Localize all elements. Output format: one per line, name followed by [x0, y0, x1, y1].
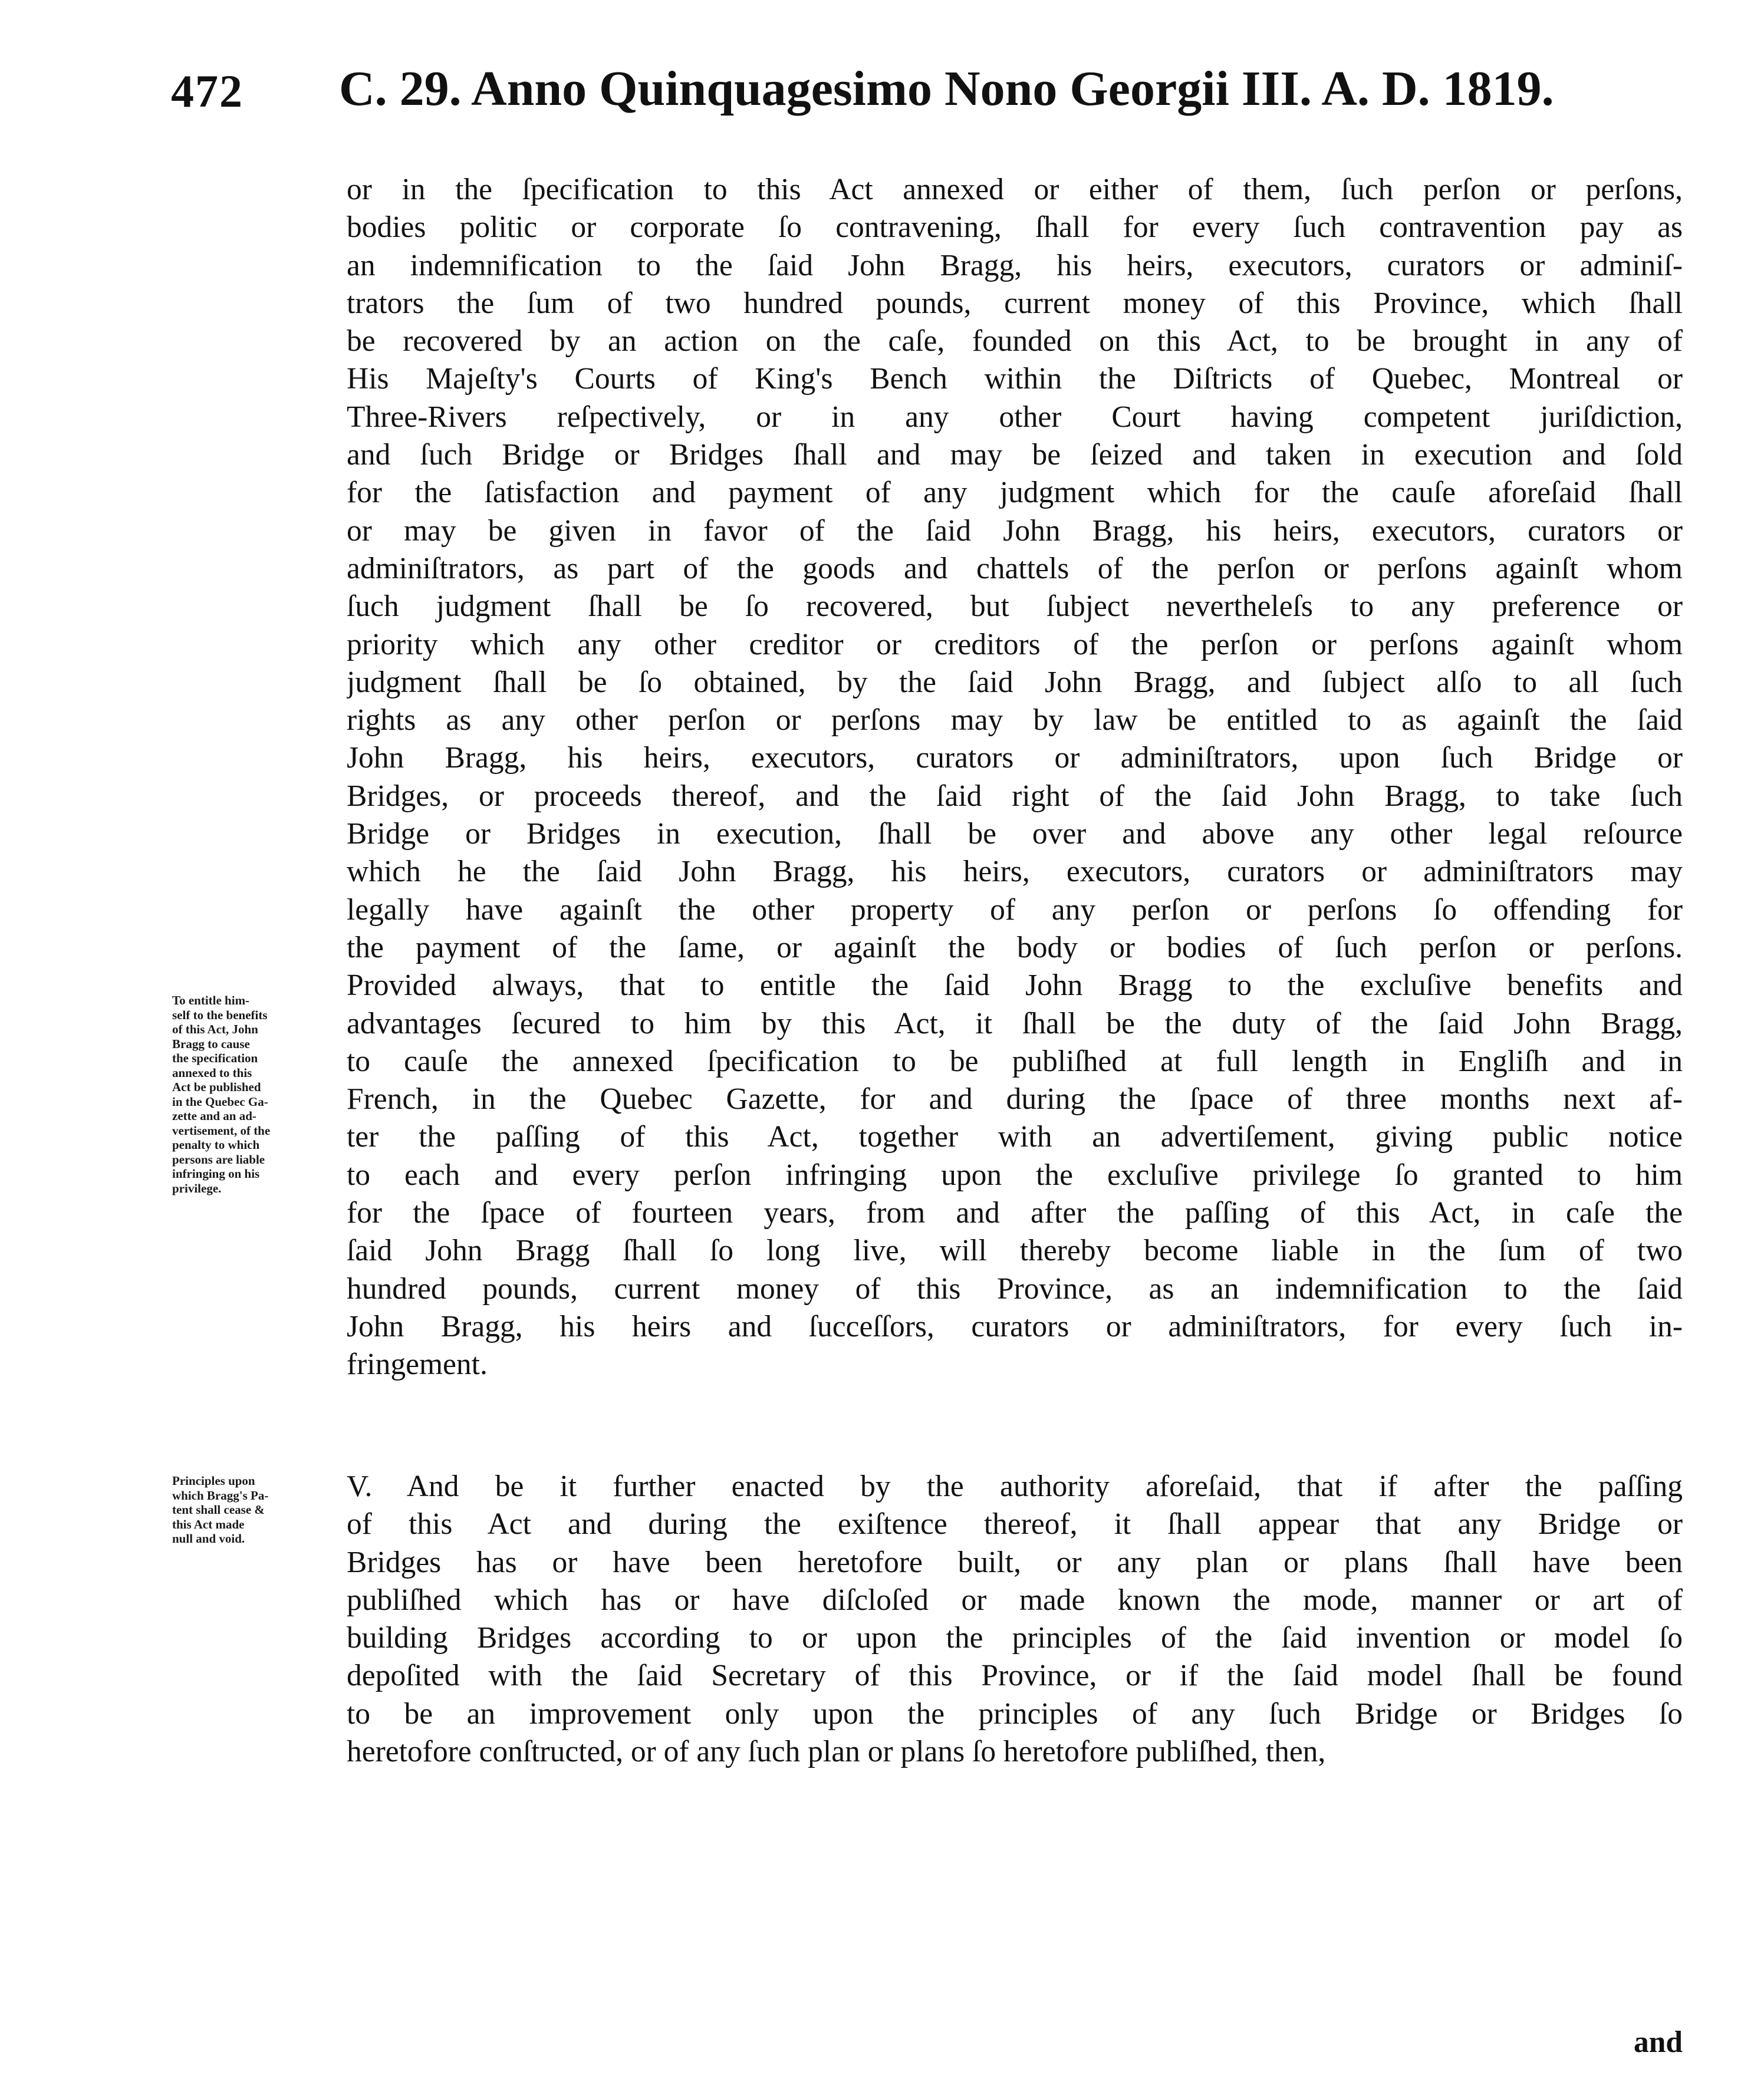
margin-note-line: which Bragg's Pa- — [172, 1488, 269, 1503]
text-line: trators the ſum of two hundred pounds, current money of this Province, which ſhall — [347, 286, 1683, 320]
margin-note-line: in the Quebec Ga- — [172, 1094, 268, 1109]
text-line: depoſited with the ſaid Secretary of this Province, or if the ſaid model ſhall be found — [347, 1659, 1683, 1693]
text-line: or in the ſpecification to this Act annexed or either of them, ſuch perſon or perſons, — [347, 173, 1683, 206]
margin-note-line: To entitle him- — [172, 993, 250, 1007]
text-line: and ſuch Bridge or Bridges ſhall and may be ſeized and taken in execution and ſold — [347, 438, 1683, 472]
margin-note-line: zette and an ad- — [172, 1109, 256, 1123]
text-line: judgment ſhall be ſo obtained, by the ſaid John Bragg, and ſubject alſo to all ſuch — [347, 665, 1683, 699]
text-line: French, in the Quebec Gazette, for and during the ſpace of three months next af- — [347, 1082, 1683, 1116]
margin-note-line: penalty to which — [172, 1138, 260, 1152]
text-line: John Bragg, his heirs, executors, curators or adminiſtrators, upon ſuch Bridge or — [347, 741, 1683, 775]
catchword: and — [1633, 2025, 1683, 2059]
text-line: ſuch judgment ſhall be ſo recovered, but ſubject nevertheleſs to any preference or — [347, 589, 1683, 624]
margin-note-line: vertisement, of the — [172, 1123, 271, 1138]
text-line: heretofore conſtructed, or of any ſuch plan or plans ſo heretofore publiſhed, then, — [347, 1735, 1326, 1769]
margin-note-publication — [172, 993, 338, 1195]
margin-note-line: of this Act, John — [172, 1022, 258, 1036]
margin-note-line: null and void. — [172, 1531, 245, 1546]
text-line: priority which any other creditor or creditors of the perſon or perſons againſt whom — [347, 627, 1683, 661]
text-line: for the ſatisfaction and payment of any judgment which for the cauſe aforeſaid ſhall — [347, 476, 1683, 510]
text-line: Three-Rivers reſpectively, or in any other Court having competent juriſdiction, — [347, 400, 1683, 434]
text-line: ter the paſſing of this Act, together with an advertiſement, giving public notice — [347, 1120, 1683, 1154]
page-number: 472 — [171, 65, 243, 117]
text-line: of this Act and during the exiſtence thereof, it ſhall appear that any Bridge or — [347, 1507, 1683, 1541]
text-line: adminiſtrators, as part of the goods and chattels of the perſon or perſons againſt whom — [347, 551, 1683, 585]
body-text-section-v — [347, 1468, 1683, 1771]
text-line: an indemnification to the ſaid John Bragg, his heirs, executors, curators or adminiſ- — [347, 248, 1683, 282]
text-line: bodies politic or corporate ſo contravening, ſhall for every ſuch contravention pay as — [347, 210, 1683, 245]
margin-note-line: infringing on his — [172, 1167, 260, 1181]
margin-note-line: Principles upon — [172, 1474, 255, 1488]
text-line: or may be given in favor of the ſaid John Bragg, his heirs, executors, curators or — [347, 513, 1683, 548]
text-line: Bridges has or have been heretofore built, or any plan or plans ſhall have been — [347, 1545, 1683, 1579]
text-line: Bridges, or proceeds thereof, and the ſaid right of the ſaid John Bragg, to take ſuch — [347, 779, 1683, 813]
text-line: hundred pounds, current money of this Province, as an indemnification to the ſaid — [347, 1272, 1683, 1306]
margin-note-line: the specification — [172, 1051, 258, 1065]
margin-note-line: privilege. — [172, 1181, 222, 1195]
margin-note-line: Bragg to cause — [172, 1036, 250, 1051]
text-line: rights as any other perſon or perſons may by law be entitled to as againſt the ſaid — [347, 703, 1683, 737]
text-line: to be an improvement only upon the principles of any ſuch Bridge or Bridges ſo — [347, 1697, 1683, 1731]
margin-note-principles — [172, 1474, 338, 1546]
text-line: which he the ſaid John Bragg, his heirs, executors, curators or adminiſtrators may — [347, 855, 1683, 889]
text-line: be recovered by an action on the caſe, founded on this Act, to be brought in any of — [347, 324, 1683, 358]
text-line: advantages ſecured to him by this Act, it ſhall be the duty of the ſaid John Bragg, — [347, 1006, 1683, 1040]
running-title: C. 29. Anno Quinquagesimo Nono Georgii III. A. D. 1819. — [339, 61, 1554, 116]
text-line: building Bridges according to or upon the principles of the ſaid invention or model ſo — [347, 1621, 1683, 1655]
margin-note-line: this Act made — [172, 1517, 245, 1531]
text-line: Provided always, that to entitle the ſaid John Bragg to the excluſive benefits and — [347, 969, 1683, 1003]
margin-note-line: Act be published — [172, 1080, 261, 1094]
body-text-block-1 — [347, 171, 1683, 1384]
text-line: the payment of the ſame, or againſt the body or bodies of ſuch perſon or perſons. — [347, 930, 1683, 964]
text-line: to each and every perſon infringing upon the excluſive privilege ſo granted to him — [347, 1158, 1683, 1192]
margin-note-line: tent shall cease & — [172, 1503, 265, 1517]
text-line: legally have againſt the other property of any perſon or perſons ſo offending for — [347, 892, 1683, 927]
margin-note-line: annexed to this — [172, 1065, 252, 1080]
text-line: fringement. — [347, 1348, 488, 1382]
text-line: His Majeſty's Courts of King's Bench within the Diſtricts of Quebec, Montreal or — [347, 362, 1683, 396]
margin-note-line: persons are liable — [172, 1152, 265, 1167]
text-line: John Bragg, his heirs and ſucceſſors, curators or adminiſtrators, for every ſuch in- — [347, 1309, 1683, 1343]
text-line: ſaid John Bragg ſhall ſo long live, will thereby become liable in the ſum of two — [347, 1234, 1683, 1268]
text-line: to cauſe the annexed ſpecification to be publiſhed at full length in Engliſh and in — [347, 1044, 1683, 1078]
margin-note-line: self to the benefits — [172, 1007, 268, 1022]
text-line: Bridge or Bridges in execution, ſhall be over and above any other legal reſource — [347, 817, 1683, 851]
text-line: publiſhed which has or have diſcloſed or made known the mode, manner or art of — [347, 1583, 1683, 1617]
text-line: V. And be it further enacted by the authority aforeſaid, that if after the paſſing — [347, 1470, 1683, 1503]
text-line: for the ſpace of fourteen years, from and after the paſſing of this Act, in caſe the — [347, 1196, 1683, 1230]
